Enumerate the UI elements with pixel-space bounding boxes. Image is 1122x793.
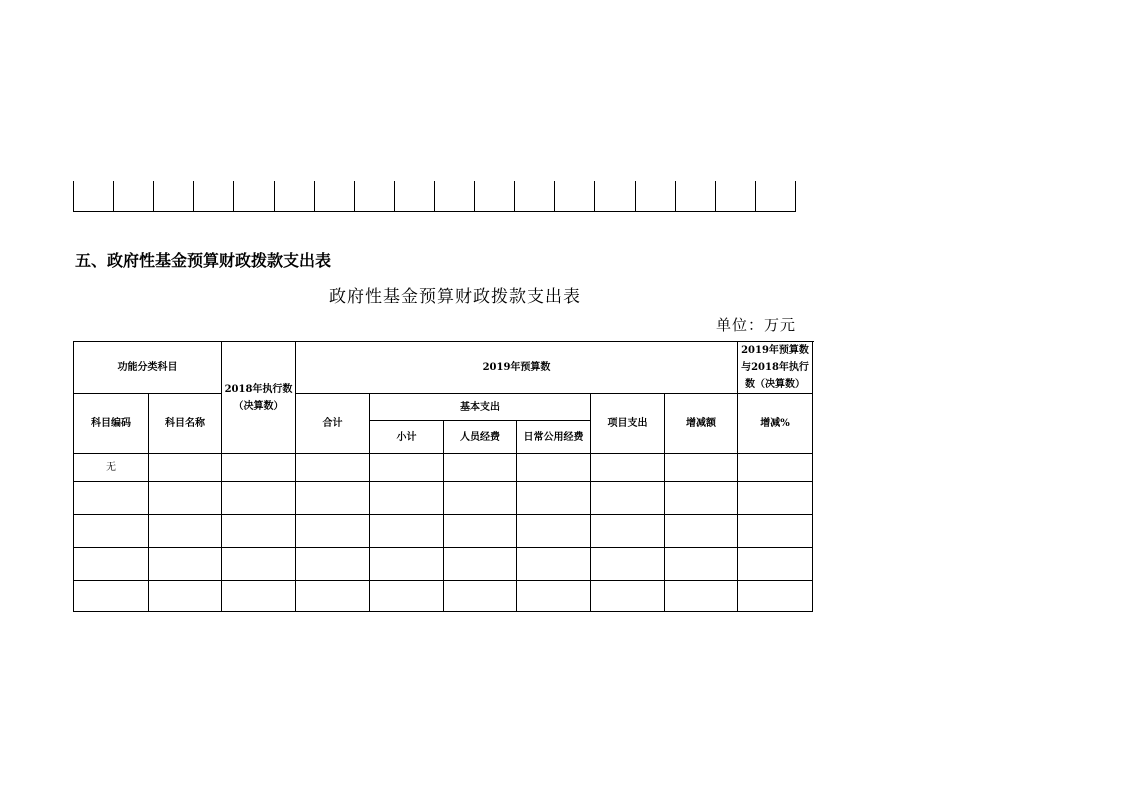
table-cell: [222, 482, 296, 515]
table-cell: [222, 548, 296, 581]
header-compare: 2019年预算数与2018年执行数（决算数）: [738, 342, 813, 394]
table-cell: [370, 548, 444, 581]
table-cell: [370, 515, 444, 548]
table-cell: [222, 454, 296, 482]
previous-table-cell: [676, 181, 716, 211]
unit-label: 单位：万元: [715, 316, 796, 334]
previous-table-cell: [716, 181, 756, 211]
header-functional-subject: 功能分类科目: [74, 342, 222, 394]
table-cell: [149, 482, 222, 515]
table-cell: [738, 515, 813, 548]
table-cell: [149, 515, 222, 548]
table-cell: [296, 581, 370, 612]
table-cell: [665, 515, 738, 548]
header-personnel: 人员经费: [444, 421, 517, 454]
table-cell: 无: [74, 454, 149, 482]
table-cell: [591, 581, 665, 612]
table-cell: [517, 482, 591, 515]
previous-table-cell: [435, 181, 475, 211]
table-cell: [296, 548, 370, 581]
header-total: 合计: [296, 394, 370, 454]
table-cell: [517, 454, 591, 482]
table-cell: [444, 482, 517, 515]
table-cell: [591, 548, 665, 581]
table-cell: [444, 454, 517, 482]
previous-table-cell: [636, 181, 676, 211]
header-subject-code: 科目编码: [74, 394, 149, 454]
table-cell: [517, 548, 591, 581]
previous-table-cell: [475, 181, 515, 211]
previous-table-cell: [595, 181, 635, 211]
previous-table-bottom: [73, 181, 796, 212]
table-cell: [591, 454, 665, 482]
previous-table-cell: [515, 181, 555, 211]
previous-table-cell: [315, 181, 355, 211]
header-change-pct: 增减%: [738, 394, 813, 454]
previous-table-cell: [555, 181, 595, 211]
table-cell: [296, 482, 370, 515]
table-cell: [591, 482, 665, 515]
table-cell: [665, 454, 738, 482]
table-cell: [149, 548, 222, 581]
table-cell: [591, 515, 665, 548]
previous-table-cell: [275, 181, 315, 211]
table-title: 政府性基金预算财政拨款支出表: [329, 287, 581, 307]
table-cell: [738, 581, 813, 612]
header-basic-expense: 基本支出: [370, 394, 591, 421]
table-cell: [74, 515, 149, 548]
table-cell: [738, 482, 813, 515]
previous-table-cell: [114, 181, 154, 211]
table-cell: [370, 581, 444, 612]
previous-table-cell: [154, 181, 194, 211]
expenditure-table: [73, 341, 813, 612]
table-cell: [370, 482, 444, 515]
table-cell: [444, 581, 517, 612]
table-cell: [222, 515, 296, 548]
table-cell: [444, 548, 517, 581]
table-cell: [738, 548, 813, 581]
header-exec-2018: 2018年执行数（决算数）: [222, 342, 296, 454]
table-cell: [665, 482, 738, 515]
header-subject-name: 科目名称: [149, 394, 222, 454]
previous-table-cell: [756, 181, 796, 211]
table-cell: [517, 515, 591, 548]
table-cell: [738, 454, 813, 482]
table-cell: [149, 454, 222, 482]
table-cell: [74, 548, 149, 581]
table-cell: [665, 548, 738, 581]
table-cell: [296, 515, 370, 548]
header-budget-2019: 2019年预算数: [296, 342, 738, 394]
previous-table-cell: [395, 181, 435, 211]
header-project-expense: 项目支出: [591, 394, 665, 454]
header-change-amount: 增减额: [665, 394, 738, 454]
header-subtotal: 小计: [370, 421, 444, 454]
table-cell: [296, 454, 370, 482]
table-cell: [74, 581, 149, 612]
table-cell: [74, 482, 149, 515]
previous-table-cell: [355, 181, 395, 211]
table-cell: [444, 515, 517, 548]
section-heading: 五、政府性基金预算财政拨款支出表: [75, 251, 332, 270]
previous-table-cell: [74, 181, 114, 211]
table-cell: [149, 581, 222, 612]
previous-table-cell: [234, 181, 274, 211]
table-cell: [665, 581, 738, 612]
header-daily-public: 日常公用经费: [517, 421, 591, 454]
table-cell: [517, 581, 591, 612]
previous-table-cell: [194, 181, 234, 211]
table-cell: [370, 454, 444, 482]
table-cell: [222, 581, 296, 612]
